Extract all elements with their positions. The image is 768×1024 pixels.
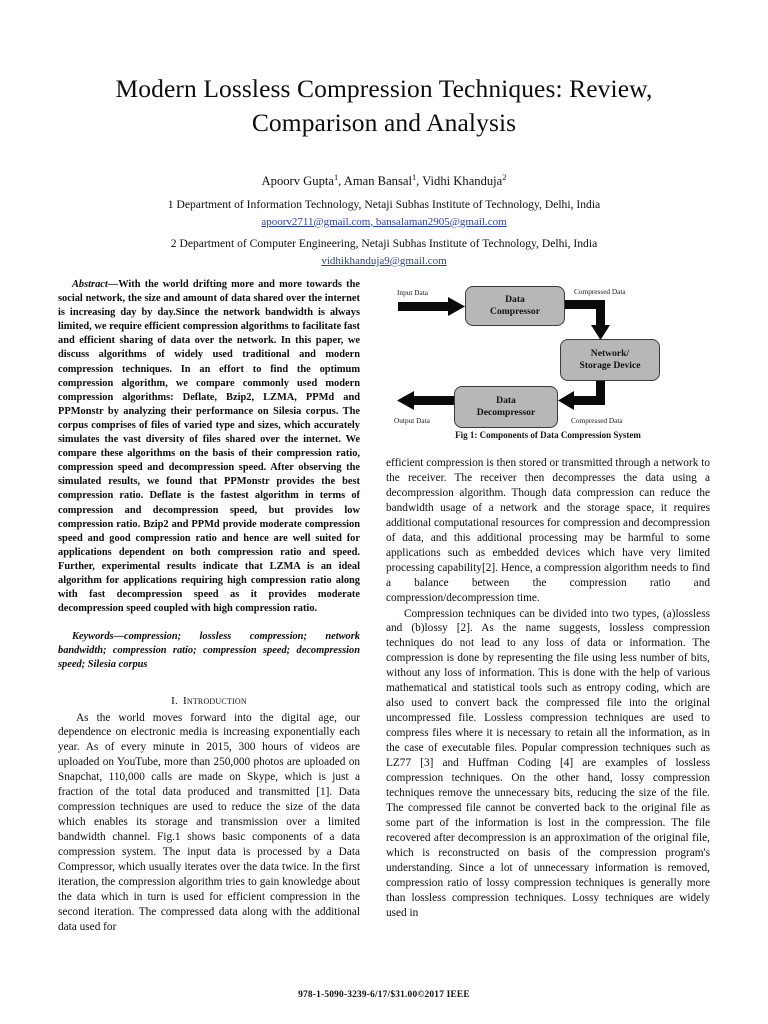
author-separator-1: ,: [338, 174, 344, 188]
figure-box-data-compressor-line1: Data: [505, 293, 525, 305]
author-1-name: Apoorv Gupta: [261, 174, 334, 188]
section-number: I.: [171, 694, 178, 707]
right-column: [386, 278, 710, 958]
author-2-name: Aman Bansal: [343, 174, 412, 188]
intro-paragraph-2: Compression techniques can be divided into two types, (a)lossless and (b)lossy [2]. As the name suggests, lossless compression techniques do not lead to any loss of data or information. The compression is done by representing the file using less number of bits, without any loss of information. This is done with the help of various mathematical and statistical tools such as entropy coding, which are also used to convert back the compressed file into the original uncompressed file. Lossless compression techniques are used to compress files where it is necessary to retain all the information, as in the case of executable files. Popular compression techniques such as LZ77 [3] and Huffman Coding [4] are examples of lossless compression techniques. On the other hand, lossy compression techniques remove the unnecessary bits, reducing the size of the file. The compressed file cannot be converted back to the original file as some part of the information is lost in the compression. The file recovered after decompression is an approximation of the original file, which is reconstructed on basis of the compression program's understanding. Since a lot of unnecessary information is removed, compression ratio of lossy compression techniques is generally more than lossless compression techniques. Lossy techniques are widely used in: [386, 607, 710, 919]
section-title: Introduction: [182, 694, 247, 707]
figure-box-network-storage-label: [579, 348, 640, 373]
arrow-network-to-decompressor: [558, 381, 605, 410]
figure-box-network-storage-line1: Network/: [590, 347, 630, 359]
figure-box-network-storage: [560, 339, 660, 381]
figure-1: [386, 278, 710, 440]
figure-box-data-decompressor-line1: Data: [496, 394, 516, 406]
figure-label-output-data: Output Data: [394, 416, 430, 425]
figure-box-data-decompressor-label: [477, 395, 535, 420]
email-line-1[interactable]: apoorv2711@gmail.com, bansalaman2905@gmail.com: [261, 215, 507, 228]
copyright-footer: 978-1-5090-3239-6/17/$31.00©2017 IEEE: [298, 990, 470, 1000]
figure-box-data-compressor-line2: Compressor: [490, 306, 540, 317]
email-line-2[interactable]: vidhikhanduja9@gmail.com: [321, 254, 447, 267]
keywords-paragraph: Keywords—compression; lossless compression; network bandwidth; compression ratio; compression speed; decompression speed; Silesia corpus: [58, 631, 360, 671]
abstract-paragraph: [58, 278, 360, 616]
abstract-lead-label: Abstract—: [72, 279, 119, 290]
body-columns: [0, 278, 768, 958]
figure-box-data-compressor: [465, 286, 565, 326]
section-heading-introduction: [58, 673, 360, 711]
author-3-affil-marker: 2: [502, 172, 507, 182]
author-separator-2: ,: [416, 174, 423, 188]
left-column: [58, 278, 360, 958]
affiliation-2: 2 Department of Computer Engineering, Netaji Subhas Institute of Technology, Delhi, India: [170, 237, 598, 250]
figure-box-data-decompressor-line2: Decompressor: [476, 407, 536, 418]
arrow-compressor-to-network: [565, 300, 610, 340]
intro-paragraph-1-continued: efficient compression is then stored or transmitted through a network to the receiver. The receiver then decompresses the data using a decompression algorithm. Though data compression can reduce the bandwidth usage of a network and the storage space, it requires additional computational resources for compression and decompression of data, and this additional processing may be harmful to some applications such as embedded devices which have very limited processing capability[2]. Hence, a compression algorithm needs to find a balance between the compression ratio and compression/decompression time.: [386, 457, 710, 604]
figure-box-data-decompressor: [454, 386, 558, 428]
author-1-affil-marker: 1: [333, 172, 339, 182]
figure-box-network-storage-line2: Storage Device: [579, 360, 641, 371]
affiliation-1: 1 Department of Information Technology, Netaji Subhas Institute of Technology, Delhi, India: [167, 197, 601, 211]
author-2-affil-marker: 1: [411, 172, 417, 182]
figure-label-compressed-data-bottom: Compressed Data: [571, 416, 623, 425]
figure-caption: Fig 1: Components of Data Compression System: [455, 430, 641, 440]
author-list: [0, 140, 768, 191]
figure-box-data-compressor-label: [490, 294, 540, 319]
arrow-output: [397, 391, 455, 410]
figure-label-compressed-data-top: Compressed Data: [574, 287, 626, 296]
arrow-input: [398, 297, 465, 316]
intro-paragraph-1: As the world moves forward into the digital age, our dependence on electronic media is increasing exponentially each year. As of every minute in 2015, 300 hours of videos are uploaded on YouTube, more than 250,000 photos are uploaded on Snapchat, 110,000 calls are made on Skype, which is just a fraction of the total data produced and transmitted [1]. Data compression techniques are used to reduce the size of the data which enables its storage and transmission over a limited bandwidth channel. Fig.1 shows basic components of a data compression system. The input data is processed by a Data Compressor, which usually iterates over the data twice. In the first iteration, the compression algorithm tries to gain knowledge about the data which in turn is used for efficient compression in the second iteration. The compressed data along with the additional data used for: [58, 711, 360, 933]
page-title: Modern Lossless Compression Techniques: Review, Comparison and Analysis: [115, 74, 653, 137]
author-3-name: Vidhi Khanduja: [422, 174, 503, 188]
figure-label-input-data: Input Data: [397, 288, 429, 297]
abstract-text: With the world drifting more and more towards the social network, the size and amount of data shared over the internet is increasing day by day.Since the network bandwidth is always limited, we require efficient compression algorithms to facilitate fast and efficient sharing of data over the network. In this paper, we discuss algorithms of widely used traditional and modern compression techniques. In an effort to find the optimum compression algorithm, we compare commonly used modern compression algorithms: Deflate, Bzip2, LZMA, PPMd and PPMonstr by analyzing their performance on Silesia corpus. The corpus comprises of files of varied type and sizes, which accurately simulates the vast diversity of files shared over the internet. We compare these algorithms on the basis of their compression ratio, compression speed and decompression speed. After observing the simulated results, we found that PPMonstr provides the best compression ratio. Deflate is the fastest algorithm in terms of compression and decompression speed, but provides low compression ratio. Bzip2 and PPMd provide moderate compression speed and good compression ratio and hence are well suited for applications dependent on both compression ratio and speed. Further, experimental results indicate that LZMA is an ideal algorithm for applications requiring high compression ratio along with fast decompression speed as it provides moderate decompression speed coupled with high compression ratio.: [58, 279, 360, 615]
